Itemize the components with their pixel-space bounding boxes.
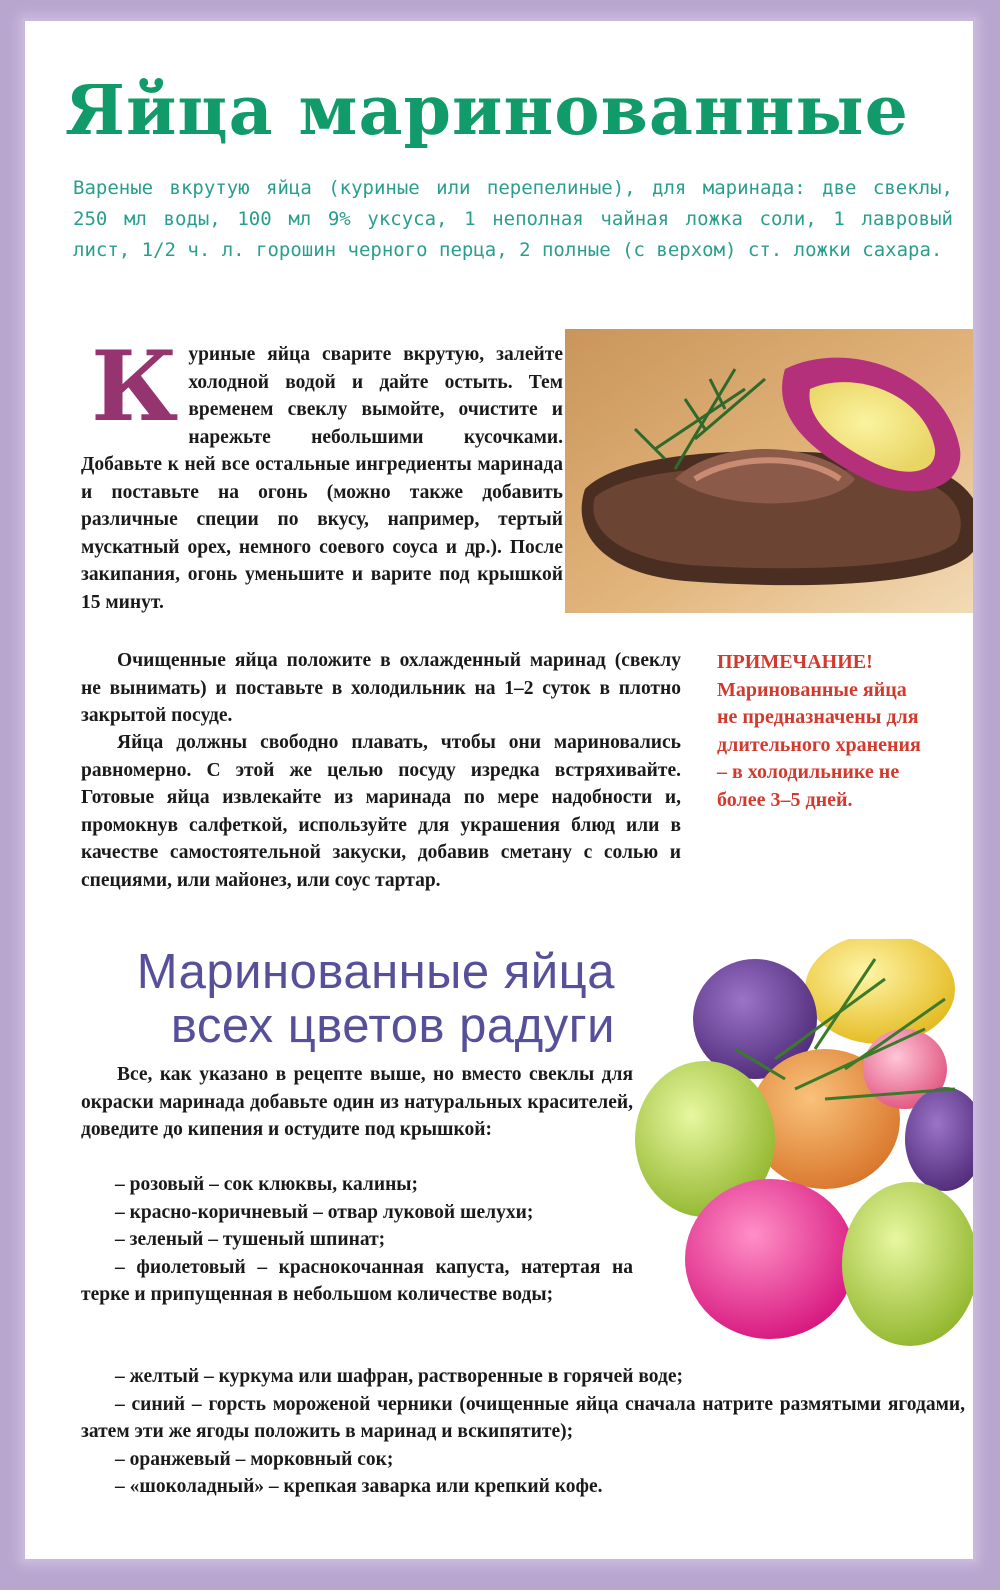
ingredients-text: Вареные вкрутую яйца (куриные или перепелиные), для маринада: две свеклы, 250 мл воды, 100 мл 9% уксуса, 1 неполная чайная ложка соли, 1 лавровый лист, 1/2 ч. л. горошин черного перца, 2 полные (с верхом) ст. ложки сахара. xyxy=(73,177,953,261)
note-box xyxy=(717,649,927,814)
list-item: – оранжевый – морковный сок; xyxy=(115,1448,394,1470)
egg-sandwich-photo xyxy=(565,329,976,613)
subtitle-line-1: Маринованные яйца xyxy=(136,945,615,999)
paragraph-two: Очищенные яйца положите в охлажденный маринад (свеклу не вынимать) и поставьте в холодильник на 1–2 суток в плотно закрытой посуде. xyxy=(81,650,681,726)
note-text: Маринованные яйца не предназначены для длительного хранения – в холодильнике не более 3–5 дней. xyxy=(717,678,921,811)
color-list-second xyxy=(81,1363,965,1501)
list-item: – фиолетовый – краснокочанная капуста, натертая на терке и припущенная в небольшом количестве воды; xyxy=(81,1256,633,1305)
section-subtitle xyxy=(125,945,615,1053)
intro-paragraph xyxy=(81,330,563,616)
recipe-page xyxy=(22,18,976,1562)
rainbow-eggs-photo xyxy=(625,939,973,1359)
list-item: – красно-коричневый – отвар луковой шелухи; xyxy=(115,1201,534,1223)
note-title: ПРИМЕЧАНИЕ! xyxy=(717,651,873,673)
list-item: – желтый – куркума или шафран, растворенные в горячей воде; xyxy=(115,1366,683,1387)
list-item: – розовый – сок клюквы, калины; xyxy=(115,1174,419,1195)
list-item: – «шоколадный» – крепкая заварка или крепкий кофе. xyxy=(115,1476,603,1497)
color-list-first xyxy=(81,1171,633,1309)
list-item: – зеленый – тушеный шпинат; xyxy=(115,1229,386,1250)
list-item: – синий – горсть мороженой черники (очищенные яйца сначала натрите размятыми ягодами, затем эти же ягоды положить в маринад и вскипятите); xyxy=(81,1393,965,1442)
drop-cap: К xyxy=(91,330,179,443)
rainbow-intro: Все, как указано в рецепте выше, но вместо свеклы для окраски маринада добавьте один из натуральных красителей, доведите до кипения и остудите под крышкой: xyxy=(81,1064,633,1140)
page-title: Яйца маринованные xyxy=(65,71,909,151)
subtitle-line-2: всех цветов радуги xyxy=(170,999,615,1053)
intro-text: уриные яйца сварите вкрутую, залейте холодной водой и дайте остыть. Тем временем свеклу вымойте, очистите и нарежьте небольшими кусочками. Добавьте к ней все остальные ингредиенты маринада и поставьте на огонь (можно также добавить различные специи по вкусу, например, тертый мускатный орех, немного соевого соуса и др.). После закипания, огонь уменьшите и варите под крышкой 15 минут. xyxy=(81,344,563,613)
paragraph-three: Яйца должны свободно плавать, чтобы они мариновались равномерно. С этой же целью посуду изредка встряхивайте. Готовые яйца извлекайте из маринада по мере надобности и, промокнув салфеткой, используйте для украшения блюд или в качестве самостоятельной закуски, добавив сметану с солью и специями, или майонез, или соус тартар. xyxy=(81,732,681,891)
